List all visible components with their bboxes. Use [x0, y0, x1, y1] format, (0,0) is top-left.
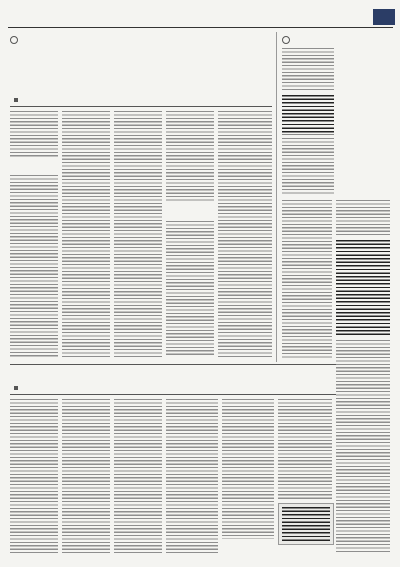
article2-byline — [14, 386, 20, 392]
page-number — [373, 9, 395, 25]
masthead-rule — [8, 27, 393, 28]
sidebar-col-a — [282, 48, 334, 92]
article1-byline — [14, 98, 20, 104]
article2-col4 — [166, 399, 218, 553]
article2-rule — [10, 394, 336, 395]
article1-col1-top — [10, 111, 58, 157]
sidebar-kicker — [282, 36, 292, 44]
article2-col2 — [62, 399, 110, 553]
info-box-text — [282, 507, 330, 541]
article1-col3 — [114, 111, 162, 357]
article2-col1 — [10, 399, 58, 553]
sidebar-col-d — [336, 200, 390, 236]
article1-col4-bottom — [166, 221, 214, 357]
article1-rule — [10, 106, 272, 107]
byline-square-icon — [14, 98, 18, 102]
article2-col3 — [114, 399, 162, 553]
sidebar-col-b — [282, 138, 334, 194]
sidebar-g-icon — [282, 36, 290, 44]
sidebar-col-e — [336, 340, 390, 552]
sidebar-bold-block — [336, 240, 390, 336]
column-divider — [276, 32, 277, 362]
article2-info-box — [278, 503, 334, 545]
article2-col5 — [222, 399, 274, 539]
article2-top-rule — [10, 364, 336, 365]
sidebar-col-c — [282, 200, 332, 360]
article1-col5 — [218, 111, 272, 357]
article2-col6 — [278, 399, 332, 499]
article1-col2 — [62, 111, 110, 357]
section-g-icon — [10, 36, 18, 44]
byline-square-icon-2 — [14, 386, 18, 390]
sidebar-bold-paragraph — [282, 95, 334, 135]
article1-col1-bottom — [10, 175, 58, 357]
article1-col4-top — [166, 111, 214, 203]
article1-kicker — [10, 36, 20, 44]
